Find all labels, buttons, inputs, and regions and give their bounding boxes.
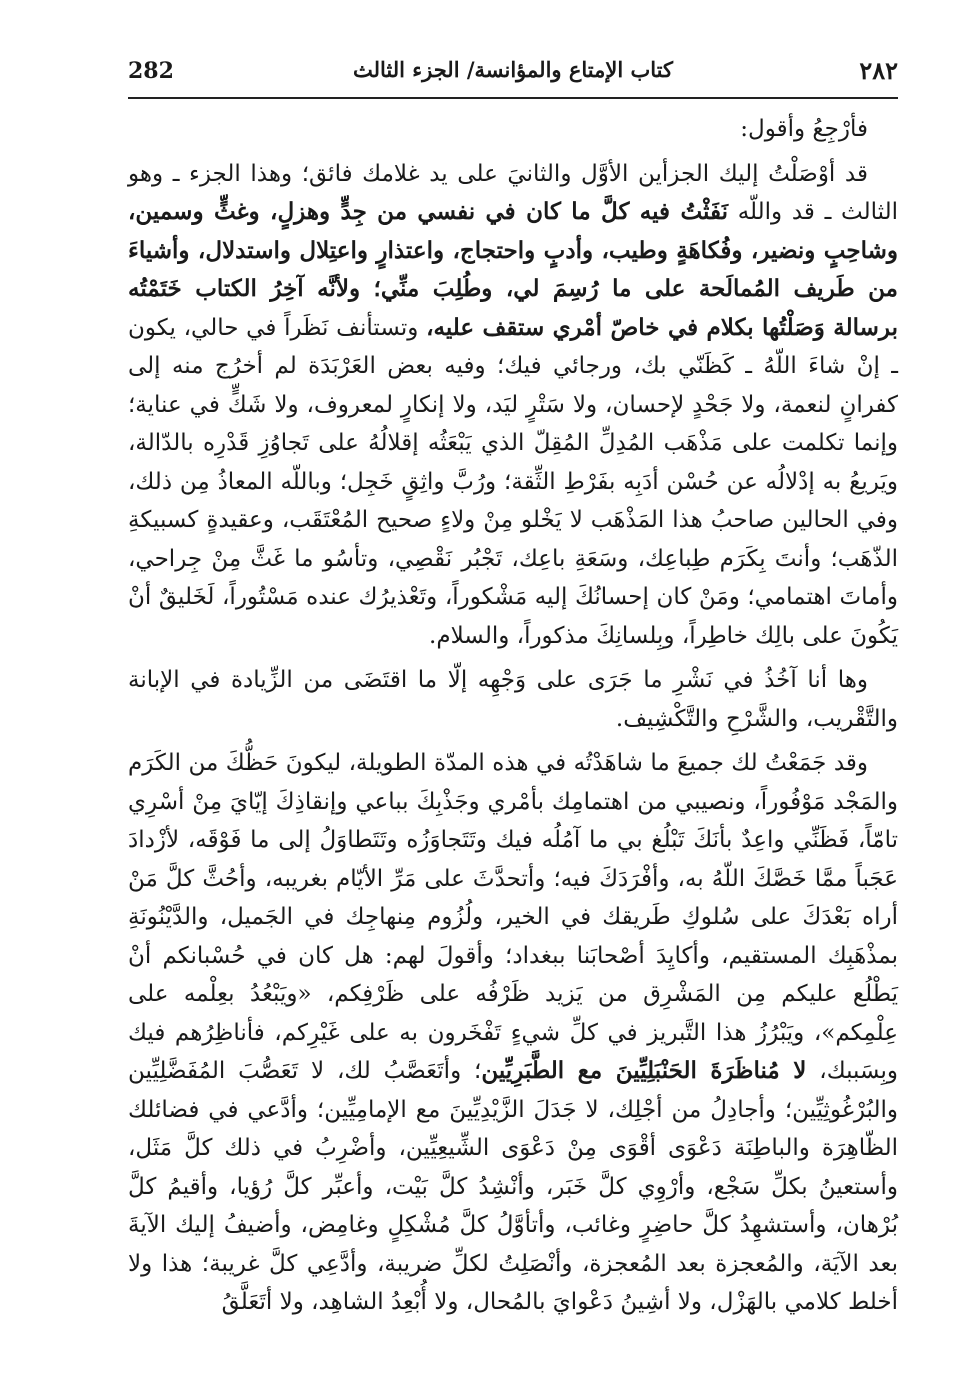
running-title: كتاب الإمتاع والمؤانسة/ الجزء الثالث: [352, 57, 673, 82]
page-number-arabic: ٢٨٢: [859, 56, 898, 85]
header-rule: [128, 97, 898, 99]
paragraph-4: [128, 744, 898, 1322]
body-text: [128, 110, 898, 1328]
paragraph-4-part-3: ؛ وأتَعَصَّبُ لك، لا تَعَصُّبَ المُفَضَّلِيِّين والبُرْغُوثِيِّين؛ وأجادِلُ من أجْلِك، لا جَدَلَ الزَّيْدِيِّينَ مع الإمامِيِّين؛ وأدَّعي في فضائلك الظّاهِرَة والباطِنَة دَعْوَى أقْوَى مِنْ دَعْوَى الشِّيعِيِّين، وأضْرِبُ في ذلك كلَّ مَثَل، وأستعينُ بكلِّ سَجْع، وأرْوِي كلَّ خَبَر، وأنْشِدُ كلَّ بَيْت، وأعبِّر كلَّ رُؤيا، وأقيمُ كلَّ بُرْهان، وأستشهِدُ كلَّ حاضِرٍ وغائب، وأتأوَّلُ كلَّ مُشْكِلٍ وغامِض، وأضيفُ إليك الآيةَ بعد الآيَة، والمُعجزة بعد المُعجزة، وأنْصَلِتُ لكلِّ ضريبة، وأدَّعِي كلَّ غريبة؛ هذا ولا أخلط كلامي بالهَزْل، ولا أشِينُ دَعْوايَ بالمُحال، ولا أُبْعِدُ الشاهِد، ولا أتَعَلَّقُ: [128, 1058, 898, 1315]
paragraph-2-part-1: قد أوْصَلْتُ إليك الجزأين الأوَّل والثانيَ على يد غلامك فائق؛ وهذا الجزء ـ وهو الثالث ـ قد واللّه: [128, 160, 898, 225]
page-header: [128, 56, 898, 96]
paragraph-1: فأرْجِعُ وأقول:: [740, 116, 868, 142]
paragraph-4-bold: لا مُناظَرَةَ الحَنْبَلِيِّينَ مع الطَّبَرِيِّين: [481, 1057, 807, 1084]
paragraph-3: وها أنا آخُذُ في نَشْرِ ما جَرَى على وَجْهِه إلّا ما اقتَضَى من الزِّيادة في الإبانة والتَّقْريب، والشَّرْحِ والتَّكْشِيف.: [128, 667, 898, 732]
paragraph-2: [128, 155, 898, 656]
paragraph-4-part-1: وقد جَمَعْتُ لك جميعَ ما شاهَدْتُه في هذه المدّة الطويلة، ليكونَ حَظُّكَ من الكَرَم والمَجْد مَوْفُوراً، ونصيبي من اهتمامِك بأمْري وجَذْبِكَ بباعي وإنقاذِكَ إيّايَ مِنْ أسْرِي تامّاً، فَظَنِّي واعِدٌ بأنَكَ تَبْلُغ بي ما آمُلُه فيك وتَتَجاوَزُه وتَتَطاوَلُ إلى ما فَوْقَه، لأزْدادَ عَجَباً ممَّا خَصَّكَ اللّهُ به، وأفْرَدَكَ فيه؛ وأتحدَّثَ على مَرِّ الأيّام بغريبه، وأحُثَّ كلَّ مَنْ أراه بَعْدَكَ على سُلوكِ طَريقك في الخير، ولُزُوم مِنهاجِك في الجَميل، والدَّيْنُونَةِ بمذْهَبِك المستقيم، وأكايِدَ أصْحابَنا ببغداد؛ وأقولَ لهم: هل كان في حُسْبانكم أنْ يَطْلُع عليكم مِن المَشْرِق من يَزيد ظَرْفُه على ظَرْفِكم، «ويَبْعُدُ بعِلْمه على عِلْمِكم»، ويَبْرُزُ هذا التَّبريز في كلِّ شيءٍ تَفْخَرون به على غَيْرِكم، فأناظِرُهم فيك وبِسَببك،: [128, 750, 899, 1084]
page-number-latin: 282: [128, 58, 174, 84]
paragraph-2-bold: نَفَثْتُ فيه كلَّ ما كان في نفسي من جِدٍّ وهزلٍ، وغثٍّ وسمين، وشاحِبٍ ونضير، وفُكاهَةٍ وطيب، وأدبٍ واحتجاج، واعتذارٍ واعتِلال واستدلال، وأشياءَ من طَريف المُمالَحة على ما رُسِمَ لي، وطُلِبَ منِّي؛ ولأنَّه آخِرُ الكتاب خَتَمْتُه برسالة وَصَلْتُها بكلام في خاصّ أمْري ستقف عليه،: [128, 198, 898, 341]
paragraph-2-part-3: وتستأنف نَظَراً في حالي، يكون ـ إنْ شاءَ اللّهُ ـ كَظَنّي بك، ورجائي فيك؛ وفيه بعض العَرْبَدَة لم أخرُج منه إلى كفرانٍ لنعمة، ولا جَحْدٍ لإحسان، ولا سَتْرٍ ليَد، ولا إنكارٍ لمعروف، ولا شَكٍّ في عناية؛ وإنما تكلمت على مَذْهَب المُدِلِّ المُقِلّ الذي يَبْعَثُه إقلالُهُ على تَجاوُزِ قَدْرِه بالدّالة، ويَريعُ به إدْلالُه عن حُسْن أدَبِه بفَرْطِ الثِّقة؛ ورُبَّ واثِقٍ خَجِل؛ وباللّه المعاذُ مِن ذلك، وفي الحالين صاحبُ هذا المَذْهَب لا يَخْلو مِنْ ولاءٍ صحيح المُعْتَقَب، وعقيدةٍ كسبيكةِ الذّهَب؛ وأنتَ بِكَرَم طِباعِك، وسَعَةِ باعِك، تَجْبُر نَقْصِي، وتأسُو ما غَثَّ مِنْ جِراحي، وأماتَ اهتمامي؛ ومَنْ كان إحسانُكَ إليه مَشْكوراً، وتَعْذيرُك عنده مَسْتُوراً، لَخَليقٌ أنْ يَكُونَ على بالِك خاطِراً، وبِلسانِكَ مذكوراً، والسلام.: [128, 314, 898, 649]
